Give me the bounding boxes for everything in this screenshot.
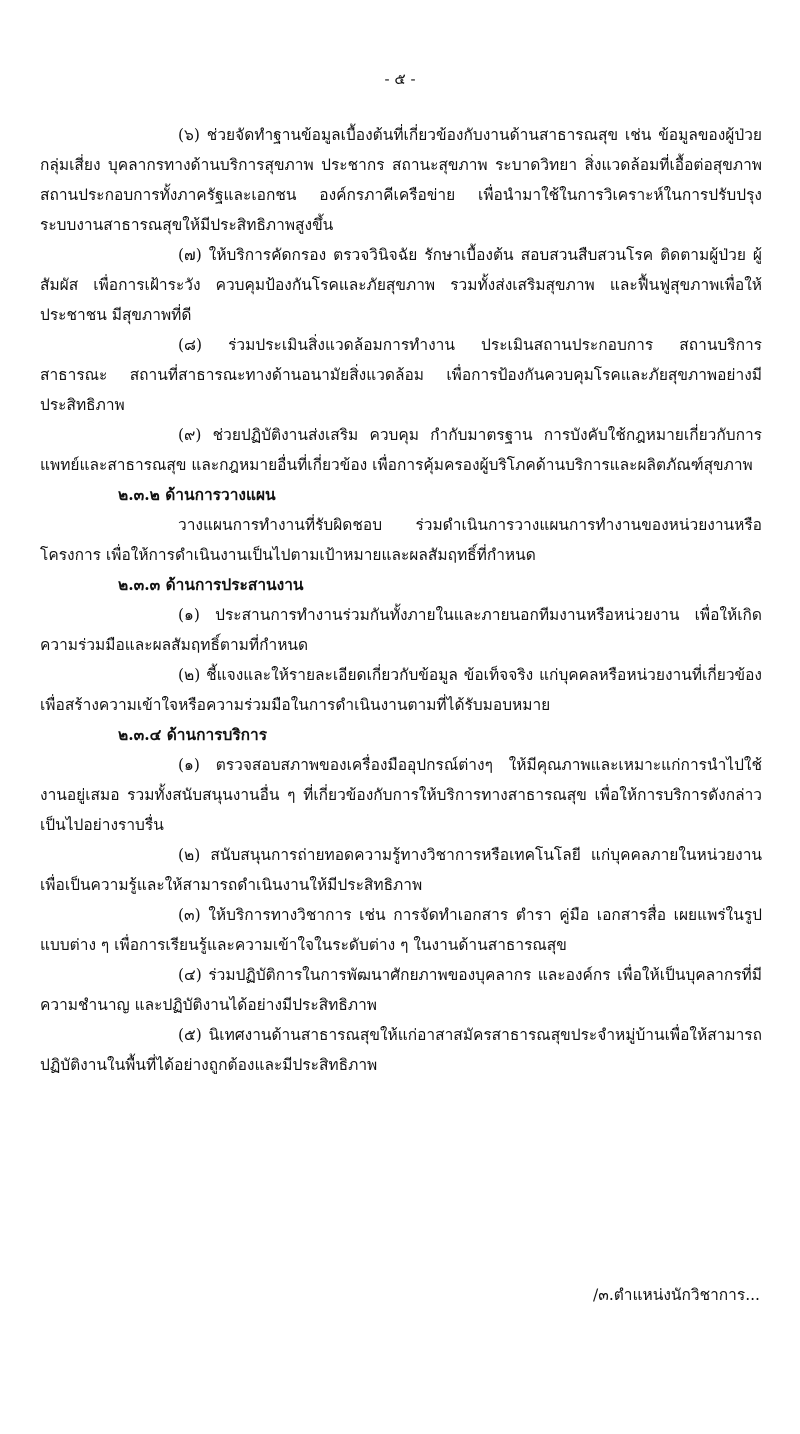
paragraph-9: (๙) ช่วยปฏิบัติงานส่งเสริม ควบคุม กำกับมาตรฐาน การบังคับใช้กฎหมายเกี่ยวกับการแพทย์และสาธารณสุข และกฎหมายอื่นที่เกี่ยวข้อง เพื่อการคุ้มครองผู้บริโภคด้านบริการและผลิตภัณฑ์สุขภาพ [40, 426, 762, 474]
section-heading-coordination: ๒.๓.๓ ด้านการประสานงาน [118, 575, 304, 594]
paragraph-service-5: (๕) นิเทศงานด้านสาธารณสุขให้แก่อาสาสมัครสาธารณสุขประจำหมู่บ้านเพื่อให้สามารถปฏิบัติงานในพื้นที่ได้อย่างถูกต้องและมีประสิทธิภาพ [40, 1026, 762, 1074]
paragraph-coordination-2: (๒) ชี้แจงและให้รายละเอียดเกี่ยวกับข้อมูล ข้อเท็จจริง แก่บุคคลหรือหน่วยงานที่เกี่ยวข้อง เพื่อสร้างความเข้าใจหรือความร่วมมือในการดำเนินงานตามที่ได้รับมอบหมาย [40, 666, 762, 714]
paragraph-planning: วางแผนการทำงานที่รับผิดชอบ ร่วมดำเนินการวางแผนการทำงานของหน่วยงานหรือโครงการ เพื่อให้การดำเนินงานเป็นไปตามเป้าหมายและผลสัมฤทธิ์ที่กำหนด [40, 516, 762, 564]
section-heading-planning: ๒.๓.๒ ด้านการวางแผน [118, 485, 276, 504]
continuation-footer: /๓.ตำแหน่งนักวิชาการ... [593, 1286, 760, 1304]
paragraph-service-3: (๓) ให้บริการทางวิชาการ เช่น การจัดทำเอกสาร ตำรา คู่มือ เอกสารสื่อ เผยแพร่ในรูปแบบต่าง ๆ เพื่อการเรียนรู้และความเข้าใจในระดับต่าง ๆ ในงานด้านสาธารณสุข [40, 906, 762, 954]
page-number: - ๕ - [384, 70, 416, 88]
paragraph-6: (๖) ช่วยจัดทำฐานข้อมูลเบื้องต้นที่เกี่ยวข้องกับงานด้านสาธารณสุข เช่น ข้อมูลของผู้ป่วยกลุ่มเสี่ยง บุคลากรทางด้านบริการสุขภาพ ประชากร สถานะสุขภาพ ระบาดวิทยา สิ่งแวดล้อมที่เอื้อต่อสุขภาพ สถานประกอบการทั้งภาครัฐและเอกชน องค์กรภาคีเครือข่าย เพื่อนำมาใช้ในการวิเคราะห์ในการปรับปรุงระบบงานสาธารณสุขให้มีประสิทธิภาพสูงขึ้น [40, 126, 762, 234]
paragraph-8: (๘) ร่วมประเมินสิ่งแวดล้อมการทำงาน ประเมินสถานประกอบการ สถานบริการสาธารณะ สถานที่สาธารณะทางด้านอนามัยสิ่งแวดล้อม เพื่อการป้องกันควบคุมโรคและภัยสุขภาพอย่างมีประสิทธิภาพ [40, 336, 762, 414]
section-heading-service: ๒.๓.๔ ด้านการบริการ [118, 725, 268, 744]
paragraph-service-2: (๒) สนับสนุนการถ่ายทอดความรู้ทางวิชาการหรือเทคโนโลยี แก่บุคคลภายในหน่วยงานเพื่อเป็นความรู้และให้สามารถดำเนินงานให้มีประสิทธิภาพ [40, 846, 762, 894]
paragraph-coordination-1: (๑) ประสานการทำงานร่วมกันทั้งภายในและภายนอกทีมงานหรือหน่วยงาน เพื่อให้เกิดความร่วมมือและผลสัมฤทธิ์ตามที่กำหนด [40, 606, 762, 654]
paragraph-service-1: (๑) ตรวจสอบสภาพของเครื่องมืออุปกรณ์ต่างๆ ให้มีคุณภาพและเหมาะแก่การนำไปใช้งานอยู่เสมอ รวมทั้งสนับสนุนงานอื่น ๆ ที่เกี่ยวข้องกับการให้บริการทางสาธารณสุข เพื่อให้การบริการดังกล่าวเป็นไปอย่างราบรื่น [40, 756, 762, 834]
paragraph-7: (๗) ให้บริการคัดกรอง ตรวจวินิจฉัย รักษาเบื้องต้น สอบสวนสืบสวนโรค ติดตามผู้ป่วย ผู้สัมผัส เพื่อการเฝ้าระวัง ควบคุมป้องกันโรคและภัยสุขภาพ รวมทั้งส่งเสริมสุขภาพ และฟื้นฟูสุขภาพเพื่อให้ประชาชน มีสุขภาพที่ดี [40, 246, 762, 324]
document-body [40, 120, 762, 1080]
paragraph-service-4: (๔) ร่วมปฏิบัติการในการพัฒนาศักยภาพของบุคลากร และองค์กร เพื่อให้เป็นบุคลากรที่มีความชำนาญ และปฏิบัติงานได้อย่างมีประสิทธิภาพ [40, 966, 762, 1014]
